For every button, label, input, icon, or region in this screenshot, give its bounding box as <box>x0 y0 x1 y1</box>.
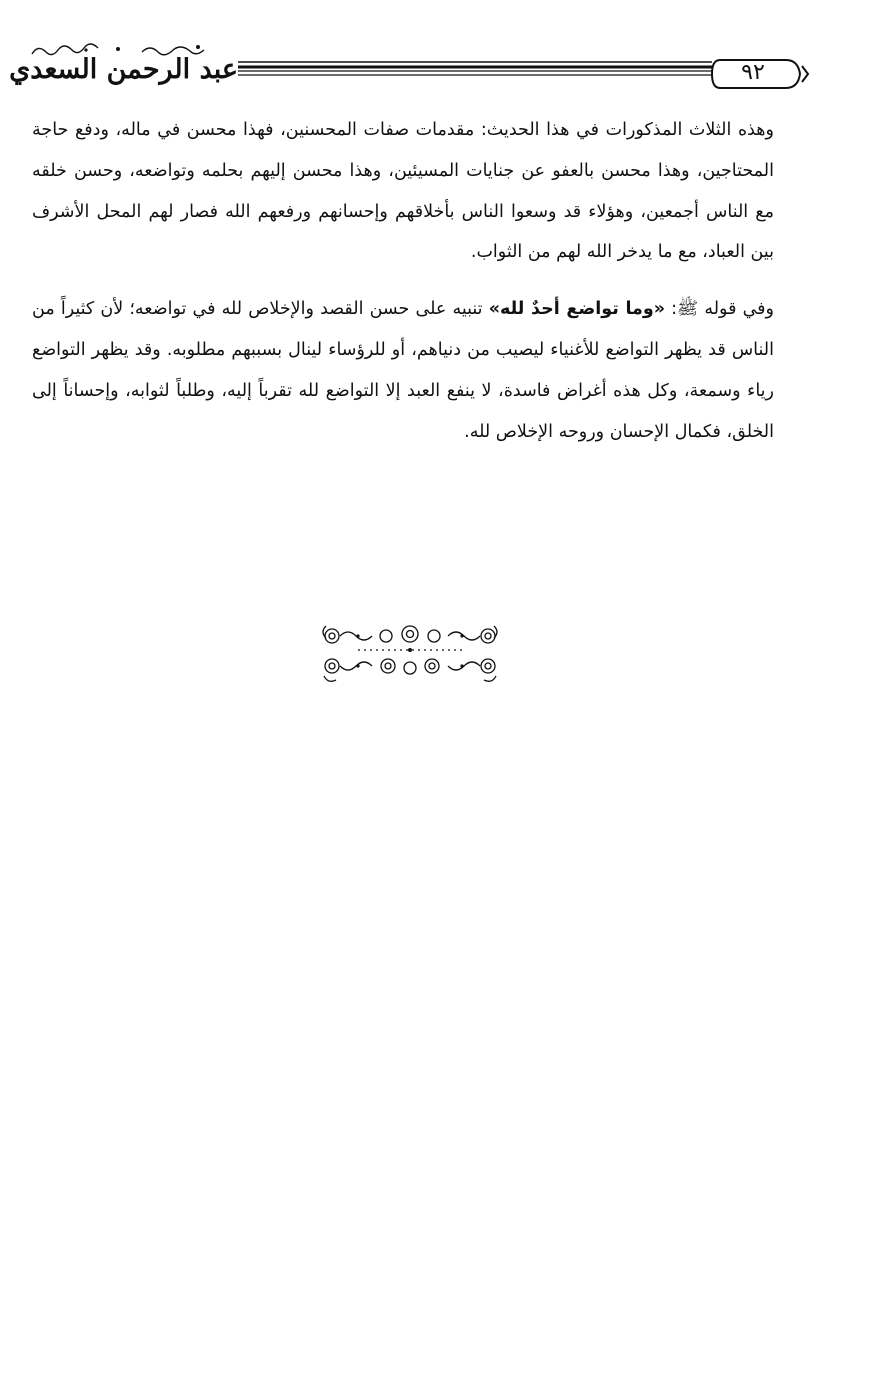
paragraph-2 <box>32 289 774 452</box>
body-text <box>32 110 774 452</box>
paragraph-2-prefix: وفي قوله ﷺ: <box>665 299 774 320</box>
hadith-quote: «وما تواضع أحدٌ لله» <box>488 299 666 320</box>
floral-divider-icon <box>318 620 502 690</box>
paragraph-1: وهذه الثلاث المذكورات في هذا الحديث: مقدمات صفات المحسنين، فهذا محسن في ماله، ودفع حاجة المحتاجين، وهذا محسن بالعفو عن جنايات المسيئين، وهذا محسن إليهم بحلمه وتواضعه، وحسن خلقه مع الناس أجمعين، وهؤلاء قد وسعوا الناس بأخلاقهم وإحسانهم ورفعهم الله فصار لهم المحل الأشرف بين العباد، مع ما يدخر الله لهم من الثواب. <box>32 120 774 263</box>
page-number: ٩٢ <box>741 60 765 85</box>
paragraph-2-text: تنبيه على حسن القصد والإخلاص لله في تواضعه؛ لأن كثيراً من الناس قد يظهر التواضع للأغنياء ليصيب من دنياهم، أو للرؤساء لينال بسببهم مطلوبه. وقد يظهر التواضع رياء وسمعة، وكل هذه أغراض فاسدة، لا ينفع العبد إلا التواضع لله تقرباً إليه، وطلباً لثوابه، وإحساناً إلى الخلق، فكمال الإحسان وروحه الإخلاص لله. <box>32 299 774 442</box>
running-title: عبد الرحمن السعدي <box>9 54 238 85</box>
